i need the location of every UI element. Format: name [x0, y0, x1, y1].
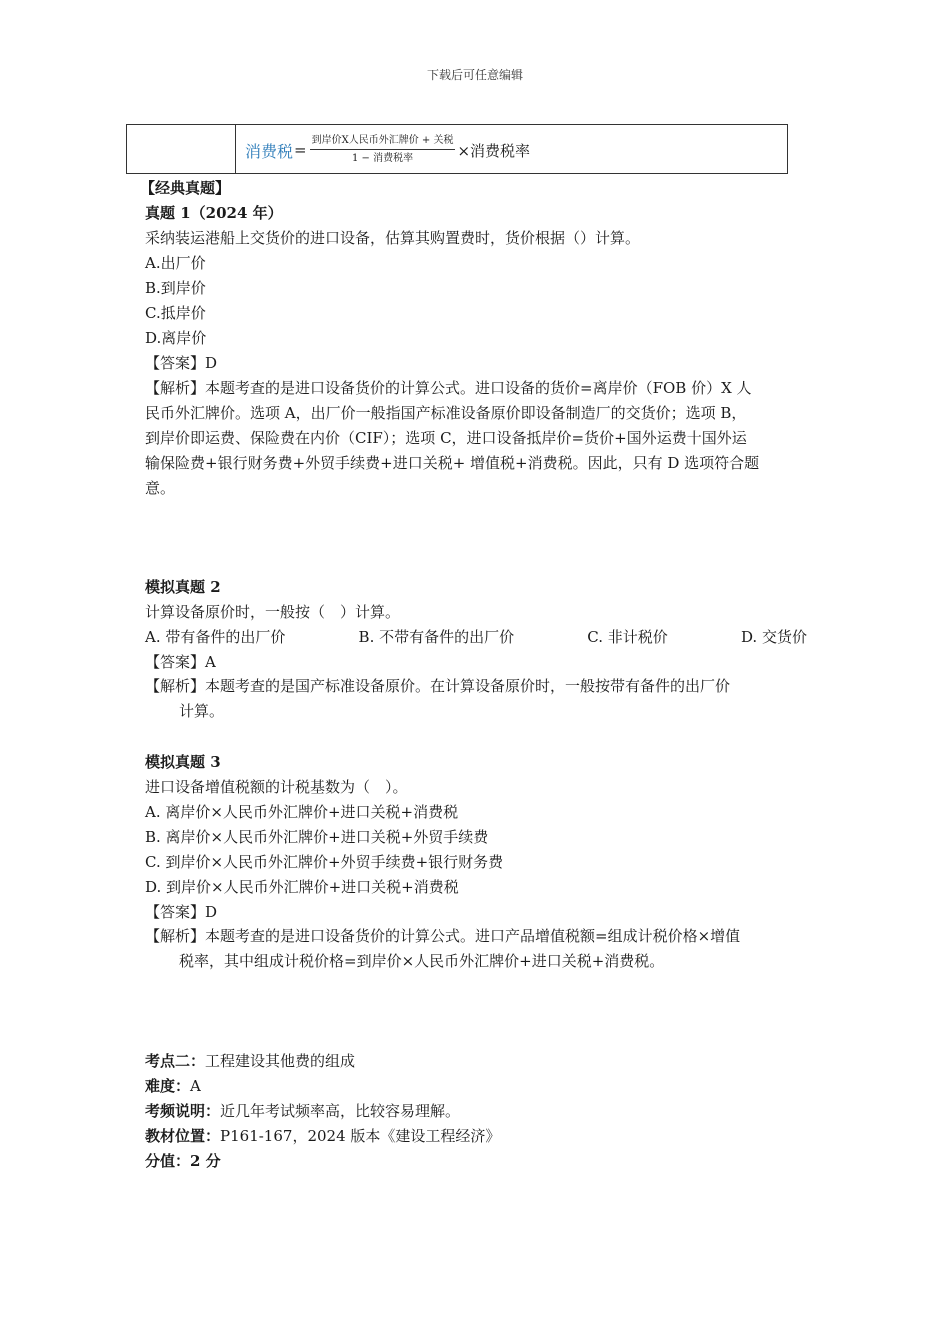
kp2-title-label: 考点二： [145, 1052, 206, 1070]
q2-option-a: A. 带有备件的出厂价 [145, 628, 286, 646]
q1-option-a: A.出厂价 [145, 254, 206, 272]
q2-analysis-first-line: 【解析】本题考查的是国产标准设备原价。在计算设备原价时，一般按带有备件的出厂价 [145, 677, 731, 695]
consumption-tax-formula [245, 133, 530, 167]
q2-analysis [145, 674, 807, 724]
q3-option-d: D. 到岸价×人民币外汇牌价+进口关税+消费税 [145, 878, 459, 896]
q3-analysis-first-line: 【解析】本题考查的是进口设备货价的计算公式。进口产品增值税额=组成计税价格×增值 [145, 927, 741, 945]
q2-option-d: D. 交货价 [740, 628, 807, 646]
q3-answer: 【答案】D [145, 903, 218, 921]
q2-option-c: C. 非计税价 [587, 628, 668, 646]
kp2-location-value: P161-167，2024 版本《建设工程经济》 [220, 1127, 501, 1145]
q1-stem: 采纳装运港船上交货价的进口设备，估算其购置费时，货价根据（）计算。 [145, 229, 641, 247]
q3-analysis-rest: 税率，其中组成计税价格=到岸价×人民币外汇牌价+进口关税+消费税。 [179, 952, 665, 970]
q2-answer: 【答案】A [145, 653, 216, 671]
formula-table-empty-cell [127, 125, 236, 173]
formula-denominator: 1 − 消费税率 [351, 153, 414, 164]
kp2-score-value: 2 分 [190, 1152, 221, 1170]
q1-option-c: C.抵岸价 [145, 304, 206, 322]
q2-title: 模拟真题 2 [145, 578, 221, 596]
q1-option-b: B.到岸价 [145, 279, 206, 297]
q3-option-a: A. 离岸价×人民币外汇牌价+进口关税+消费税 [145, 803, 459, 821]
page-header: 下载后可任意编辑 [426, 68, 523, 82]
kp2-title [145, 1051, 355, 1071]
q1-analysis-line: 输保险费+银行财务费+外贸手续费+进口关税+ 增值税+消费税。因此，只有 D 选项符合题 [145, 454, 760, 472]
q3-option-c: C. 到岸价×人民币外汇牌价+外贸手续费+银行财务费 [145, 853, 504, 871]
section-title-classic: 【经典真题】 [140, 179, 231, 197]
q1-title: 真题 1（2024 年） [145, 204, 283, 222]
kp2-location-label: 教材位置： [145, 1127, 221, 1145]
q3-title: 模拟真题 3 [145, 753, 221, 771]
q1-analysis-line: 民币外汇牌价。选项 A，出厂价一般指国产标准设备原价即设备制造厂的交货价；选项 B， [145, 404, 747, 422]
q1-analysis-line: 到岸价即运费、保险费在内价（CIF）；选项 C，进口设备抵岸价=货价+国外运费十国外运 [145, 429, 747, 447]
formula-numerator: 到岸价X人民币外汇牌价 + 关税 [310, 135, 456, 150]
q2-option-b: B. 不带有备件的出厂价 [358, 628, 515, 646]
q1-analysis-line: 意。 [145, 479, 176, 497]
kp2-frequency-label: 考频说明： [145, 1102, 221, 1120]
kp2-difficulty-value: A [190, 1077, 201, 1095]
q2-options-row [145, 627, 807, 647]
kp2-location [145, 1126, 500, 1146]
q2-stem: 计算设备原价时，一般按（ ）计算。 [145, 603, 401, 621]
kp2-score [145, 1151, 221, 1171]
q1-analysis-line: 【解析】本题考查的是进口设备货价的计算公式。进口设备的货价=离岸价（FOB 价）X 人 [145, 379, 752, 397]
q3-option-b: B. 离岸价×人民币外汇牌价+进口关税+外贸手续费 [145, 828, 489, 846]
formula-equals: = [294, 141, 307, 159]
q1-answer: 【答案】D [145, 354, 218, 372]
kp2-difficulty-label: 难度： [145, 1077, 191, 1095]
formula-fraction [310, 135, 456, 165]
kp2-score-label: 分值： [145, 1152, 191, 1170]
formula-suffix: ×消费税率 [457, 141, 531, 160]
q2-analysis-rest: 计算。 [179, 702, 225, 720]
q3-stem: 进口设备增值税额的计税基数为（ ）。 [145, 778, 408, 796]
kp2-difficulty [145, 1076, 201, 1096]
q1-option-d: D.离岸价 [145, 329, 207, 347]
formula-label: 消费税 [245, 141, 294, 161]
kp2-frequency-value: 近几年考试频率高，比较容易理解。 [220, 1102, 461, 1120]
kp2-frequency [145, 1101, 460, 1121]
kp2-title-value: 工程建设其他费的组成 [205, 1052, 356, 1070]
q3-analysis [145, 924, 807, 974]
formula-table [126, 124, 788, 174]
